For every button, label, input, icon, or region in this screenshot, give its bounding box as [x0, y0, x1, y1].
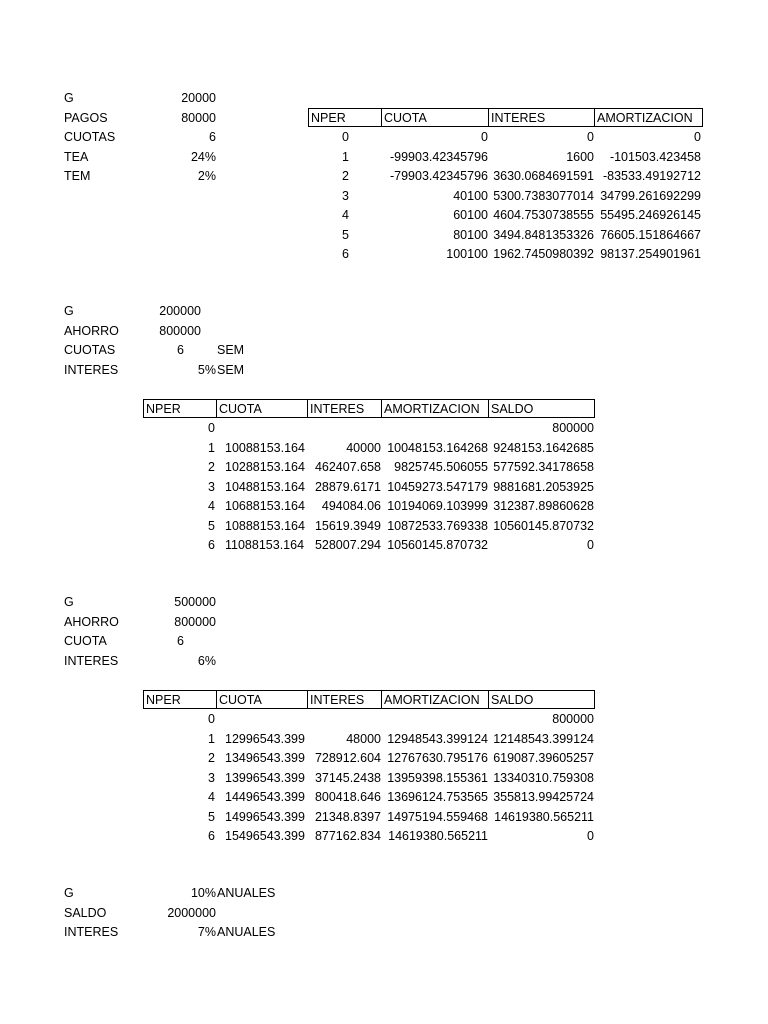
table-cell: 3	[208, 479, 215, 494]
table-cell: 80100	[453, 227, 488, 242]
table-cell: 11088153.164	[225, 538, 305, 552]
table-cell: 12148543.399124	[493, 731, 594, 746]
column-header: AMORTIZACION	[381, 690, 488, 709]
table-cell: 10488153.164	[225, 479, 305, 494]
table-cell: 4	[342, 208, 349, 222]
table-cell: 40100	[453, 188, 488, 203]
table-cell: 3	[342, 188, 349, 203]
table-cell: 12948543.399124	[387, 731, 488, 746]
table-cell: 4	[208, 499, 215, 513]
param-value: 6	[177, 634, 184, 648]
table-cell: 5	[208, 518, 215, 533]
column-header: NPER	[143, 690, 216, 709]
param-value: 500000	[174, 595, 216, 609]
table-cell: 10872533.769338	[387, 518, 488, 533]
table-cell: 14619380.565211	[494, 809, 594, 824]
column-header: SALDO	[488, 690, 595, 709]
table-cell: 6	[208, 538, 215, 552]
param-label: SALDO	[64, 905, 107, 920]
table-cell: 10088153.164	[225, 440, 305, 455]
table-cell: 800000	[552, 421, 594, 435]
table-cell: 48000	[346, 731, 381, 746]
param-unit: SEM	[217, 362, 245, 377]
column-header: CUOTA	[216, 399, 307, 418]
table-cell: 4604.7530738555	[493, 208, 594, 222]
table-cell: 4	[208, 790, 215, 804]
table-cell: 98137.254901961	[600, 247, 701, 261]
table-cell: 10688153.164	[225, 499, 305, 513]
table-cell: 800418.646	[314, 790, 381, 804]
table-cell: 10194069.103999	[387, 499, 488, 513]
table-cell: 12996543.399	[225, 731, 305, 746]
table-cell: 9248153.1642685	[493, 440, 594, 455]
table-cell: 1962.7450980392	[493, 247, 594, 261]
table-cell: 15496543.399	[225, 829, 305, 843]
table-cell: 10288153.164	[225, 460, 305, 474]
table-cell: 728912.604	[314, 751, 381, 765]
param-value: 800000	[174, 614, 216, 629]
param-label: TEM	[64, 169, 91, 183]
table-cell: 13959398.155361	[387, 770, 488, 785]
table-cell: 5300.7383077014	[493, 188, 594, 203]
table-cell: -99903.42345796	[389, 149, 488, 164]
table-cell: 13340310.759308	[493, 770, 594, 785]
table-cell: 10459273.547179	[387, 479, 488, 494]
table-cell: 5	[208, 809, 215, 824]
param-value: 200000	[159, 304, 201, 318]
param-value: 80000	[181, 110, 216, 125]
table-cell: 14996543.399	[225, 809, 305, 824]
param-label: INTERES	[64, 653, 119, 668]
param-label: PAGOS	[64, 110, 108, 125]
table-cell: 528007.294	[314, 538, 381, 552]
table-cell: 60100	[453, 208, 488, 222]
param-label: CUOTAS	[64, 343, 116, 357]
table-cell: 0	[587, 130, 594, 144]
column-header: AMORTIZACION	[594, 108, 703, 127]
table-cell: 13496543.399	[225, 751, 305, 765]
param-value: 2%	[197, 169, 216, 183]
table-cell: 15619.3949	[314, 518, 381, 533]
param-label: AHORRO	[64, 323, 119, 338]
table-cell: 6	[208, 829, 215, 843]
table-cell: 28879.6171	[314, 479, 381, 494]
table-cell: -101503.423458	[609, 149, 701, 164]
column-header: INTERES	[307, 690, 381, 709]
table-cell: 6	[342, 247, 349, 261]
table-cell: 3494.8481353326	[493, 227, 594, 242]
column-header: CUOTA	[216, 690, 307, 709]
table-cell: 13996543.399	[225, 770, 305, 785]
table-cell: 0	[481, 130, 488, 144]
table-cell: 9825745.506055	[394, 460, 488, 474]
table-cell: 494084.06	[321, 499, 381, 513]
table-cell: 619087.39605257	[493, 751, 594, 765]
param-label: TEA	[64, 149, 89, 164]
table-cell: 577592.34178658	[493, 460, 594, 474]
table-cell: 14975194.559468	[387, 809, 488, 824]
param-value: 20000	[181, 91, 216, 105]
table-cell: 100100	[446, 247, 488, 261]
table-cell: 3	[208, 770, 215, 785]
param-unit: ANUALES	[217, 886, 276, 900]
table-cell: 40000	[346, 440, 381, 455]
table-cell: 0	[208, 421, 215, 435]
table-cell: 5	[342, 227, 349, 242]
param-label: AHORRO	[64, 614, 119, 629]
table-cell: 0	[587, 538, 594, 552]
param-value: 7%	[197, 925, 216, 939]
table-cell: 462407.658	[314, 460, 381, 474]
table-cell: 55495.246926145	[600, 208, 701, 222]
table-cell: 312387.89860628	[493, 499, 594, 513]
table-cell: 1	[342, 149, 349, 164]
column-header: INTERES	[307, 399, 381, 418]
table-cell: 9881681.2053925	[493, 479, 594, 494]
param-value: 10%	[190, 886, 216, 900]
table-cell: 800000	[552, 712, 594, 726]
param-value: 24%	[190, 149, 216, 164]
table-cell: 76605.151864667	[600, 227, 701, 242]
param-unit: ANUALES	[217, 925, 276, 939]
table-cell: 12767630.795176	[387, 751, 488, 765]
table-cell: 1	[208, 440, 215, 455]
param-label: CUOTAS	[64, 130, 116, 144]
table-cell: 34799.261692299	[600, 188, 701, 203]
param-label: CUOTA	[64, 634, 107, 648]
param-label: G	[64, 595, 74, 609]
table-cell: 1600	[566, 149, 594, 164]
param-label: G	[64, 886, 74, 900]
param-label: G	[64, 304, 74, 318]
param-label: INTERES	[64, 362, 119, 377]
table-cell: 14619380.565211	[388, 829, 488, 843]
param-label: G	[64, 91, 74, 105]
param-value: 2000000	[167, 905, 216, 920]
param-value: 6	[209, 130, 216, 144]
table-cell: 3630.0684691591	[493, 169, 594, 183]
param-unit: SEM	[217, 343, 245, 357]
table-cell: 14496543.399	[225, 790, 305, 804]
column-header: AMORTIZACION	[381, 399, 488, 418]
table-cell: 0	[694, 130, 701, 144]
table-cell: -79903.42345796	[389, 169, 488, 183]
column-header: NPER	[308, 108, 381, 127]
param-value: 800000	[159, 323, 201, 338]
param-label: INTERES	[64, 925, 119, 939]
param-value: 5%	[197, 362, 216, 377]
table-cell: 2	[342, 169, 349, 183]
table-cell: 21348.8397	[314, 809, 381, 824]
column-header: NPER	[143, 399, 216, 418]
table-cell: 877162.834	[314, 829, 381, 843]
table-cell: 37145.2438	[314, 770, 381, 785]
table-cell: 2	[208, 751, 215, 765]
table-cell: 0	[587, 829, 594, 843]
param-value: 6%	[197, 653, 216, 668]
table-cell: 355813.99425724	[493, 790, 594, 804]
column-header: CUOTA	[381, 108, 488, 127]
table-cell: 10560145.870732	[387, 538, 488, 552]
table-cell: -83533.49192712	[602, 169, 701, 183]
table-cell: 10048153.164268	[387, 440, 488, 455]
column-header: INTERES	[488, 108, 594, 127]
table-cell: 2	[208, 460, 215, 474]
table-cell: 10888153.164	[225, 518, 305, 533]
table-cell: 1	[208, 731, 215, 746]
param-value: 6	[177, 343, 184, 357]
table-cell: 13696124.753565	[387, 790, 488, 804]
column-header: SALDO	[488, 399, 595, 418]
table-cell: 10560145.870732	[493, 518, 594, 533]
table-cell: 0	[208, 712, 215, 726]
table-cell: 0	[342, 130, 349, 144]
